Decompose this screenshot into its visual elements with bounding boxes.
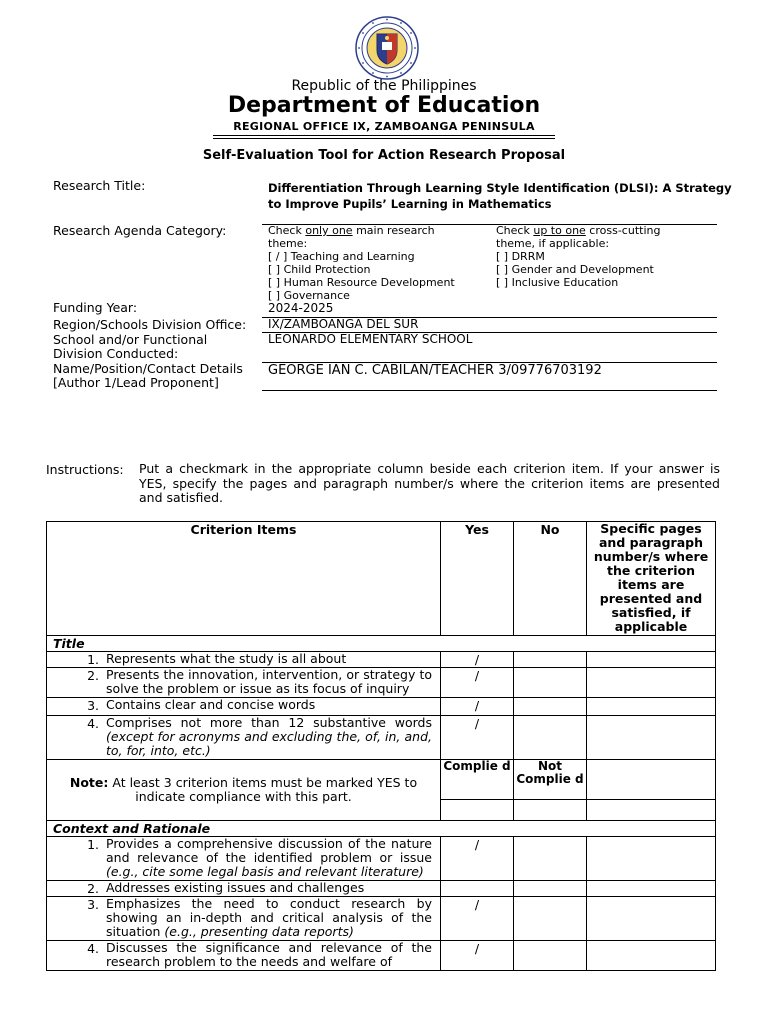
table-row xyxy=(47,837,716,881)
item-number: 4. xyxy=(87,716,99,731)
pages-cell[interactable] xyxy=(587,668,716,698)
table-row xyxy=(47,716,716,760)
no-cell[interactable] xyxy=(514,897,587,941)
deped-seal-icon xyxy=(355,16,419,80)
region-label: Region/Schools Division Office: xyxy=(53,317,247,332)
note-text: At least 3 criterion items must be marked YES to indicate compliance with this part. xyxy=(108,775,418,804)
note-row xyxy=(47,760,716,800)
main-theme-block xyxy=(268,224,493,302)
criterion-cell xyxy=(47,668,441,698)
table-row xyxy=(47,897,716,941)
pages-cell[interactable] xyxy=(587,941,716,971)
not-complied-header: Not Complie d xyxy=(514,760,587,800)
yes-cell[interactable]: / xyxy=(441,837,514,881)
table-row xyxy=(47,941,716,971)
yes-cell[interactable]: / xyxy=(441,716,514,760)
cross-theme-block xyxy=(496,224,716,289)
main-theme-instruction-2: theme: xyxy=(268,237,308,250)
item-number: 3. xyxy=(87,897,99,912)
yes-cell[interactable]: / xyxy=(441,897,514,941)
instructions-text: Put a checkmark in the appropriate column beside each criterion item. If your answer is YES, specify the pages and paragraph number/s where the criterion items are presented and satisfied. xyxy=(139,461,720,505)
table-row xyxy=(47,881,716,897)
cross-option-gender[interactable]: [ ] Gender and Development xyxy=(496,263,654,276)
item-text: Provides a comprehensive discussion of the nature and relevance of the identified problem or issue (e.g., cite some legal basis and relevant literature) xyxy=(106,836,432,879)
yes-cell[interactable]: / xyxy=(441,941,514,971)
no-cell[interactable] xyxy=(514,881,587,897)
school-label xyxy=(53,333,207,361)
instructions-label: Instructions: xyxy=(46,462,124,477)
yes-header: Yes xyxy=(441,522,514,636)
regional-office: REGIONAL OFFICE IX, ZAMBOANGA PENINSULA xyxy=(233,120,535,133)
header-rule-2 xyxy=(213,138,555,139)
item-text: Contains clear and concise words xyxy=(106,697,316,712)
criterion-cell xyxy=(47,881,441,897)
no-cell[interactable] xyxy=(514,652,587,668)
pages-header: Specific pages and paragraph number/s where the criterion items are presented and satisfied, if applicable xyxy=(587,522,716,636)
theme-option-governance[interactable]: [ ] Governance xyxy=(268,289,350,302)
pages-cell[interactable] xyxy=(587,897,716,941)
research-title-label: Research Title: xyxy=(53,178,146,193)
table-row xyxy=(47,698,716,716)
school-label-line-1: School and/or Functional xyxy=(53,332,208,347)
criterion-cell xyxy=(47,716,441,760)
pages-cell[interactable] xyxy=(587,698,716,716)
funding-year-label: Funding Year: xyxy=(53,300,138,315)
section-title-label: Title xyxy=(47,636,716,652)
cross-option-drrm[interactable]: [ ] DRRM xyxy=(496,250,545,263)
item-text: Represents what the study is all about xyxy=(106,651,347,666)
section-row-context xyxy=(47,821,716,837)
item-number: 3. xyxy=(87,698,99,713)
no-header: No xyxy=(514,522,587,636)
no-cell[interactable] xyxy=(514,716,587,760)
item-text: Emphasizes the need to conduct research by showing an in-depth and critical analysis of the situation (e.g., presenting data reports) xyxy=(106,896,432,939)
table-row xyxy=(47,668,716,698)
yes-cell[interactable]: / xyxy=(441,652,514,668)
document-title: Self-Evaluation Tool for Action Research Proposal xyxy=(202,148,566,163)
item-text: Addresses existing issues and challenges xyxy=(106,880,365,895)
item-number: 4. xyxy=(87,941,99,956)
criterion-cell xyxy=(47,837,441,881)
item-number: 1. xyxy=(87,837,99,852)
criterion-header: Criterion Items xyxy=(47,522,441,636)
school-value: LEONARDO ELEMENTARY SCHOOL xyxy=(268,332,473,346)
criterion-cell xyxy=(47,652,441,668)
item-text: Comprises not more than 12 substantive words (except for acronyms and excluding the, of, in, and, to, for, into, etc.) xyxy=(106,715,432,758)
criterion-table xyxy=(46,521,716,971)
no-cell[interactable] xyxy=(514,837,587,881)
research-title-line-1: Differentiation Through Learning Style Identification (DLSI): A Strategy xyxy=(268,181,732,195)
pages-cell[interactable] xyxy=(587,652,716,668)
theme-option-child-protection[interactable]: [ ] Child Protection xyxy=(268,263,371,276)
yes-cell[interactable]: / xyxy=(441,668,514,698)
name-label-line-2: [Author 1/Lead Proponent] xyxy=(53,375,219,390)
criterion-cell xyxy=(47,897,441,941)
yes-cell[interactable]: / xyxy=(441,698,514,716)
complied-header: Complie d xyxy=(441,760,514,800)
pages-cell[interactable] xyxy=(587,881,716,897)
item-number: 2. xyxy=(87,668,99,683)
name-label-line-1: Name/Position/Contact Details xyxy=(53,361,243,376)
not-complied-cell[interactable] xyxy=(514,800,587,821)
cross-option-inclusive[interactable]: [ ] Inclusive Education xyxy=(496,276,619,289)
main-theme-instruction: Check only one main research xyxy=(268,224,435,237)
no-cell[interactable] xyxy=(514,941,587,971)
pages-cell[interactable] xyxy=(587,716,716,760)
name-label xyxy=(53,362,243,390)
yes-cell[interactable] xyxy=(441,881,514,897)
funding-year-value: 2024-2025 xyxy=(268,301,334,315)
header-rule xyxy=(213,135,555,136)
cross-theme-instruction: Check up to one cross-cutting xyxy=(496,224,661,237)
item-note: (e.g., cite some legal basis and relevant literature) xyxy=(106,864,424,879)
note-label: Note: xyxy=(69,775,109,790)
section-context-label: Context and Rationale xyxy=(47,821,716,837)
section-row-title xyxy=(47,636,716,652)
item-text: Discusses the significance and relevance of the research problem to the needs and welfare of xyxy=(106,940,432,969)
theme-option-hr-development[interactable]: [ ] Human Resource Development xyxy=(268,276,455,289)
republic-line: Republic of the Philippines xyxy=(291,78,477,94)
region-value: IX/ZAMBOANGA DEL SUR xyxy=(268,317,419,331)
table-header-row xyxy=(47,522,716,636)
item-note: (except for acronyms and excluding the, of, in, and, to, for, into, etc.) xyxy=(106,729,432,758)
item-number: 1. xyxy=(87,652,99,667)
item-number: 2. xyxy=(87,881,99,896)
note-pages-cell xyxy=(587,760,716,800)
item-note: (e.g., presenting data reports) xyxy=(164,924,354,939)
agenda-label: Research Agenda Category: xyxy=(53,223,227,238)
cross-theme-instruction-2: theme, if applicable: xyxy=(496,237,610,250)
department-name: Department of Education xyxy=(227,93,541,118)
name-value: GEORGE IAN C. CABILAN/TEACHER 3/09776703192 xyxy=(268,363,602,378)
criterion-cell xyxy=(47,941,441,971)
compliance-note xyxy=(47,760,441,821)
no-cell[interactable] xyxy=(514,698,587,716)
no-cell[interactable] xyxy=(514,668,587,698)
pages-cell[interactable] xyxy=(587,837,716,881)
criterion-cell xyxy=(47,698,441,716)
compliance-pages-cell xyxy=(587,800,716,821)
theme-option-teaching[interactable]: [ / ] Teaching and Learning xyxy=(268,250,415,263)
school-label-line-2: Division Conducted: xyxy=(53,346,179,361)
name-underline xyxy=(262,390,717,391)
item-text: Presents the innovation, intervention, or strategy to solve the problem or issue as its focus of inquiry xyxy=(106,667,432,696)
research-title-value xyxy=(268,180,732,212)
complied-cell[interactable] xyxy=(441,800,514,821)
research-title-line-2: to Improve Pupils’ Learning in Mathematics xyxy=(268,197,552,211)
table-row xyxy=(47,652,716,668)
